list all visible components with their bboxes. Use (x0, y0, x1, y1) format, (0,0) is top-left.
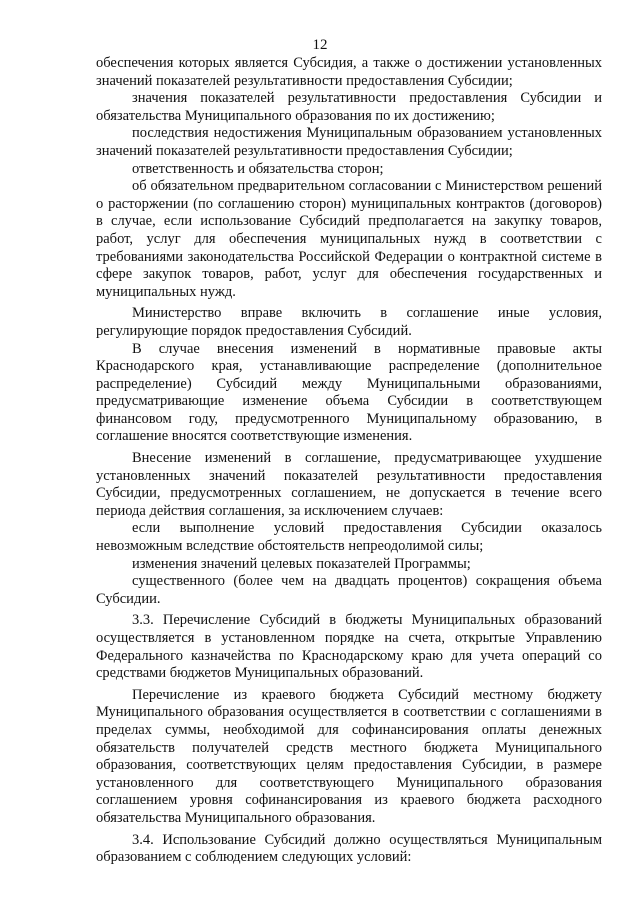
paragraph-section-3-3: 3.3. Перечисление Субсидий в бюджеты Муниципальных образований осуществляется в установленном порядке на счета, открытые Управлению Федерального казначейства по Краснодарскому краю для учета операций со средствами бюджетов Муниципальных образований. (96, 612, 602, 682)
paragraph-reduction: существенного (более чем на двадцать процентов) сокращения объема Субсидии. (96, 573, 602, 607)
page-number: 12 (312, 37, 328, 53)
paragraph-responsibility: ответственность и обязательства сторон; (132, 160, 384, 177)
paragraph-prior-approval: об обязательном предварительном согласовании с Министерством решений о расторжении (по соглашению сторон) муниципальных контрактов (договоров) в случае, если использование Субсидий предполагается на закупку товаров, работ, услуг для обеспечения муниципальных нужд в соответствии с требованиями законодательства Российской Федерации о контрактной системе в сфере закупок товаров, работ, услуг для обеспечения государственных и муниципальных нужд. (96, 178, 602, 300)
document-body (96, 55, 602, 867)
paragraph-continuation: обеспечения которых является Субсидия, а также о достижении установленных значений показателей результативности предоставления Субсидии; (96, 55, 602, 89)
paragraph-amendments-acts: В случае внесения изменений в нормативные правовые акты Краснодарского края, устанавливающие распределение (дополнительное распределение) Субсидий между Муниципальными образованиями, предусматривающие изменение объема Субсидии в соответствующем финансовом году, предусмотренного Муниципальному образованию, в соглашение вносятся соответствующие изменения. (96, 340, 602, 445)
paragraph-amendments-agreement: Внесение изменений в соглашение, предусматривающее ухудшение установленных значений показателей результативности предоставления Субсидии, предусмотренных соглашением, не допускается в течение всего периода действия соглашения, за исключением случаев: (96, 450, 602, 519)
paragraph-force-majeure: если выполнение условий предоставления Субсидии оказалось невозможным вследствие обстоятельств непреодолимой силы; (96, 520, 602, 555)
paragraph-transfer: Перечисление из краевого бюджета Субсидий местному бюджету Муниципального образования осуществляется в соответствии с соглашениями в пределах суммы, необходимой для софинансирования оплаты денежных обязательств получателей средств местного бюджета Муниципального образования, соответствующих целям предоставления Субсидии, в размере установленного для соответствующего Муниципального образования соглашением уровня софинансирования из краевого бюджета расходного обязательства Муниципального образования. (96, 686, 602, 826)
paragraph-indicator-values: значения показателей результативности предоставления Субсидии и обязательства Муниципального образования по их достижению; (96, 90, 602, 124)
paragraph-target-values: изменения значений целевых показателей Программы; (132, 555, 471, 572)
paragraph-ministry-right: Министерство вправе включить в соглашение иные условия, регулирующие порядок предоставления Субсидий. (96, 305, 602, 339)
paragraph-section-3-4: 3.4. Использование Субсидий должно осуществляться Муниципальным образованием с соблюдением следующих условий: (96, 831, 602, 866)
paragraph-consequences: последствия недостижения Муниципальным образованием установленных значений показателей результативности предоставления Субсидии; (96, 125, 602, 159)
